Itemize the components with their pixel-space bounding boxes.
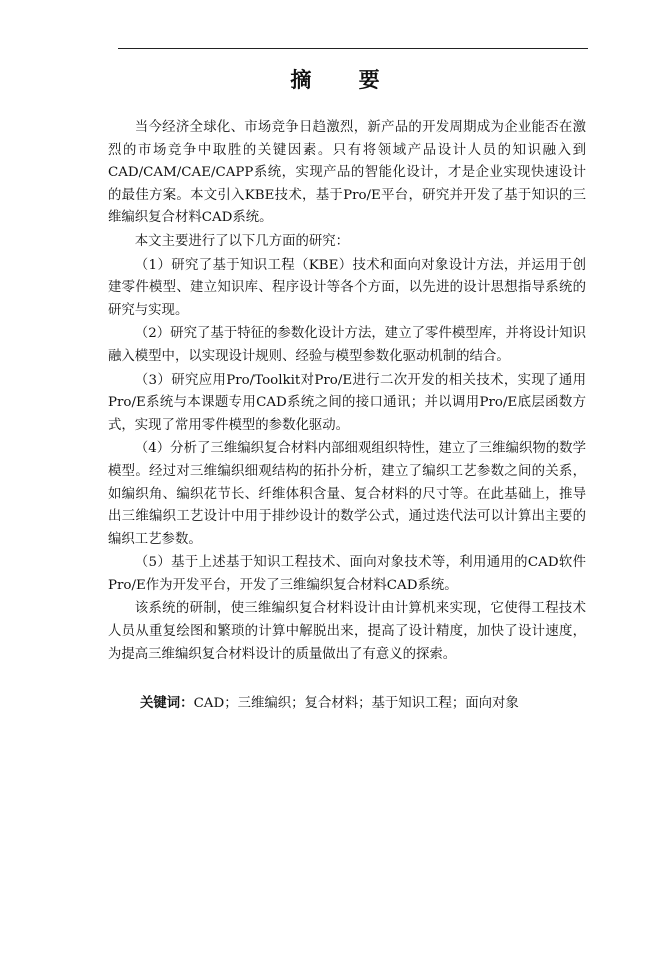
header-rule [118, 48, 588, 49]
abstract-body [108, 117, 586, 666]
keywords-line [140, 693, 600, 715]
paragraph-item-1: （1）研究了基于知识工程（KBE）技术和面向对象设计方法，并运用于创建零件模型、建立知识库、程序设计等各个方面，以先进的设计思想指导系统的研究与实现。 [108, 257, 586, 318]
paragraph-item-5: （5）基于上述基于知识工程技术、面向对象技术等，利用通用的CAD软件Pro/E作为开发平台，开发了三维编织复合材料CAD系统。 [108, 555, 586, 593]
keywords-text: CAD；三维编织；复合材料；基于知识工程；面向对象 [193, 696, 519, 711]
paragraph-conclusion: 该系统的研制，使三维编织复合材料设计由计算机来实现，它使得工程技术人员从重复绘图和繁琐的计算中解脱出来，提高了设计精度，加快了设计速度，为提高三维编织复合材料设计的质量做出了有意义的探索。 [108, 601, 586, 662]
page-title: 摘 要 [290, 68, 400, 92]
paragraph-item-2: （2）研究了基于特征的参数化设计方法，建立了零件模型库，并将设计知识融入模型中，以实现设计规则、经验与模型参数化驱动机制的结合。 [108, 326, 586, 364]
keywords-label: 关键词： [140, 696, 194, 711]
paragraph-intro: 当今经济全球化、市场竞争日趋激烈，新产品的开发周期成为企业能否在激烈的市场竞争中取胜的关键因素。只有将领域产品设计人员的知识融入到CAD/CAM/CAE/CAPP系统，实现产品的智能化设计，才是企业实现快速设计的最佳方案。本文引入KBE技术，基于Pro/E平台，研究并开发了基于知识的三维编织复合材料CAD系统。 [108, 120, 586, 226]
paragraph-item-4: （4）分析了三维编织复合材料内部细观组织特性，建立了三维编织物的数学模型。经过对三维编织细观结构的拓扑分析，建立了编织工艺参数之间的关系，如编织角、编织花节长、纤维体积含量、复合材料的尺寸等。在此基础上，推导出三维编织工艺设计中用于排纱设计的数学公式，通过迭代法可以计算出主要的编织工艺参数。 [108, 441, 586, 547]
paragraph-item-3: （3）研究应用Pro/Toolkit对Pro/E进行二次开发的相关技术，实现了通用Pro/E系统与本课题专用CAD系统之间的接口通讯；并以调用Pro/E底层函数方式，实现了常用零件模型的参数化驱动。 [108, 372, 586, 433]
paragraph-overview: 本文主要进行了以下几方面的研究： [134, 233, 350, 249]
